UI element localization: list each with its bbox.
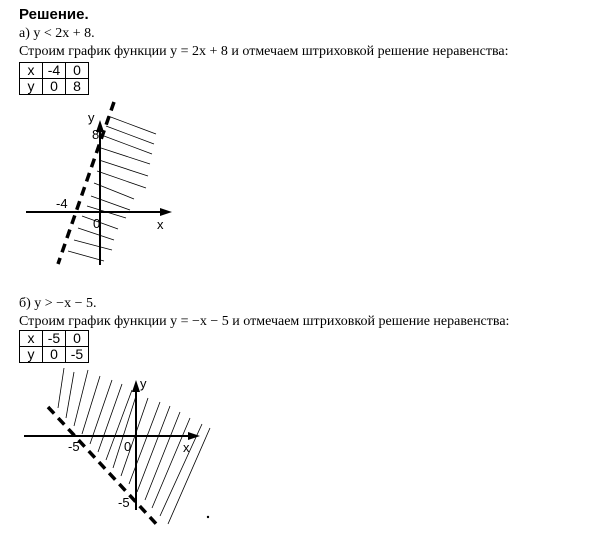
table-cell: y	[20, 347, 43, 363]
y-tick-label: 8	[92, 127, 100, 142]
stray-dot	[207, 516, 209, 518]
x-axis-label: x	[183, 440, 190, 455]
table-cell: -4	[43, 63, 66, 79]
part-a-value-table	[19, 62, 89, 95]
part-a-inequality: а) y < 2x + 8.	[19, 26, 95, 41]
y-axis-label: y	[88, 110, 95, 125]
table-cell: x	[20, 63, 43, 79]
part-a-graph	[0, 95, 600, 275]
origin-label: 0	[124, 439, 132, 454]
boundary-line-dashed	[58, 102, 114, 264]
y-tick-label: -5	[118, 495, 130, 510]
table-cell: 0	[66, 331, 89, 347]
part-b-description: Строим график функции y = −x − 5 и отмечаем штриховкой решение неравенства:	[19, 314, 510, 329]
table-cell: y	[20, 79, 43, 95]
part-b-inequality: б) y > −x − 5.	[19, 296, 97, 311]
part-b-graph	[0, 365, 600, 545]
y-axis-arrow	[132, 380, 140, 392]
table-row	[20, 331, 89, 347]
x-tick-label: -4	[56, 196, 68, 211]
table-row	[20, 63, 89, 79]
table-cell: x	[20, 331, 43, 347]
boundary-line-dashed	[48, 407, 160, 528]
x-axis-arrow	[160, 208, 172, 216]
part-a-hatching	[68, 116, 156, 261]
table-row	[20, 347, 89, 363]
x-axis-label: x	[157, 217, 164, 232]
table-cell: -5	[66, 347, 89, 363]
part-b-value-table	[19, 330, 89, 363]
table-cell: -5	[43, 331, 66, 347]
y-axis-label: y	[140, 376, 147, 391]
origin-label: 0	[93, 216, 101, 231]
table-cell: 0	[66, 63, 89, 79]
part-a-description: Строим график функции y = 2x + 8 и отмечаем штриховкой решение неравенства:	[19, 44, 509, 59]
table-cell: 0	[43, 347, 66, 363]
solution-heading: Решение.	[19, 6, 89, 23]
x-tick-label: -5	[68, 439, 80, 454]
table-row	[20, 79, 89, 95]
table-cell: 0	[43, 79, 66, 95]
table-cell: 8	[66, 79, 89, 95]
